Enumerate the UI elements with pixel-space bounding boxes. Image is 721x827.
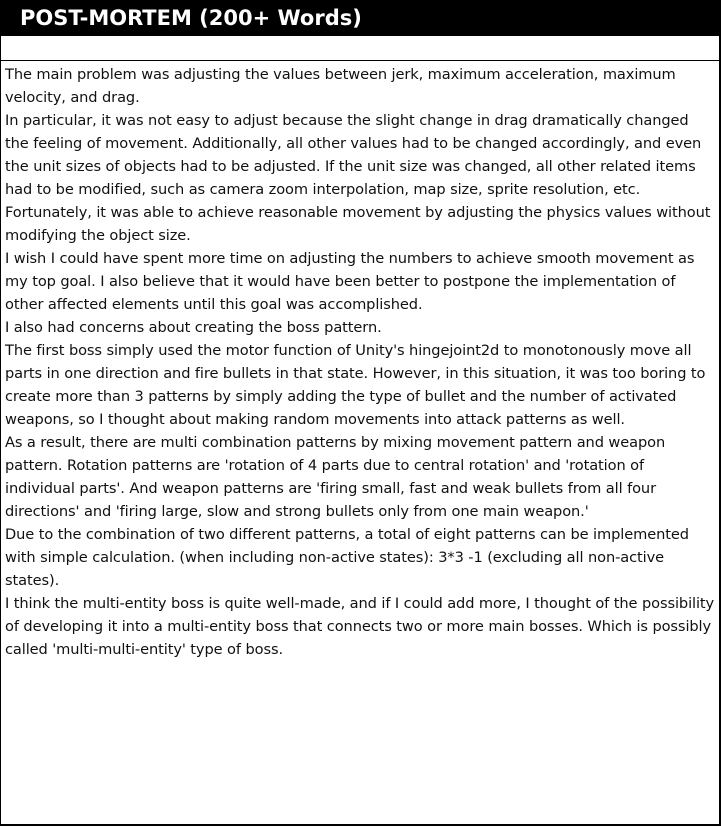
page-title: POST-MORTEM (200+ Words)	[20, 6, 362, 30]
paragraph: I also had concerns about creating the boss pattern.	[5, 319, 382, 336]
paragraph: Fortunately, it was able to achieve reasonable movement by adjusting the physics values without modifying the object size.	[5, 204, 711, 244]
post-mortem-text-box	[0, 60, 721, 826]
paragraph: Due to the combination of two different patterns, a total of eight patterns can be implemented with simple calculation. (when including non-active states): 3*3 -1 (excluding all non-active states).	[5, 526, 689, 589]
paragraph: The first boss simply used the motor function of Unity's hingejoint2d to monotonously move all parts in one direction and fire bullets in that state. However, in this situation, it was too boring to create more than 3 patterns by simply adding the type of bullet and the number of activated weapons, so I thought about making random movements into attack patterns as well.	[5, 342, 706, 428]
header-bar	[0, 0, 721, 36]
paragraph: I think the multi-entity boss is quite well-made, and if I could add more, I thought of the possibility of developing it into a multi-entity boss that connects two or more main bosses. Which is possibly called 'multi-multi-entity' type of boss.	[5, 595, 715, 658]
empty-row	[0, 36, 721, 60]
paragraph: I wish I could have spent more time on adjusting the numbers to achieve smooth movement as my top goal. I also believe that it would have been better to postpone the implementation of other affected elements until this goal was accomplished.	[5, 250, 695, 313]
paragraph: In particular, it was not easy to adjust because the slight change in drag dramatically changed the feeling of movement. Additionally, all other values had to be changed accordingly, and even the unit sizes of objects had to be adjusted. If the unit size was changed, all other related items had to be modified, such as camera zoom interpolation, map size, sprite resolution, etc.	[5, 112, 702, 198]
paragraph: As a result, there are multi combination patterns by mixing movement pattern and weapon pattern. Rotation patterns are 'rotation of 4 parts due to central rotation' and 'rotation of individual parts'. And weapon patterns are 'firing small, fast and weak bullets from all four directions' and 'firing large, slow and strong bullets only from one main weapon.'	[5, 434, 666, 520]
paragraph: The main problem was adjusting the values between jerk, maximum acceleration, maximum velocity, and drag.	[5, 66, 676, 106]
